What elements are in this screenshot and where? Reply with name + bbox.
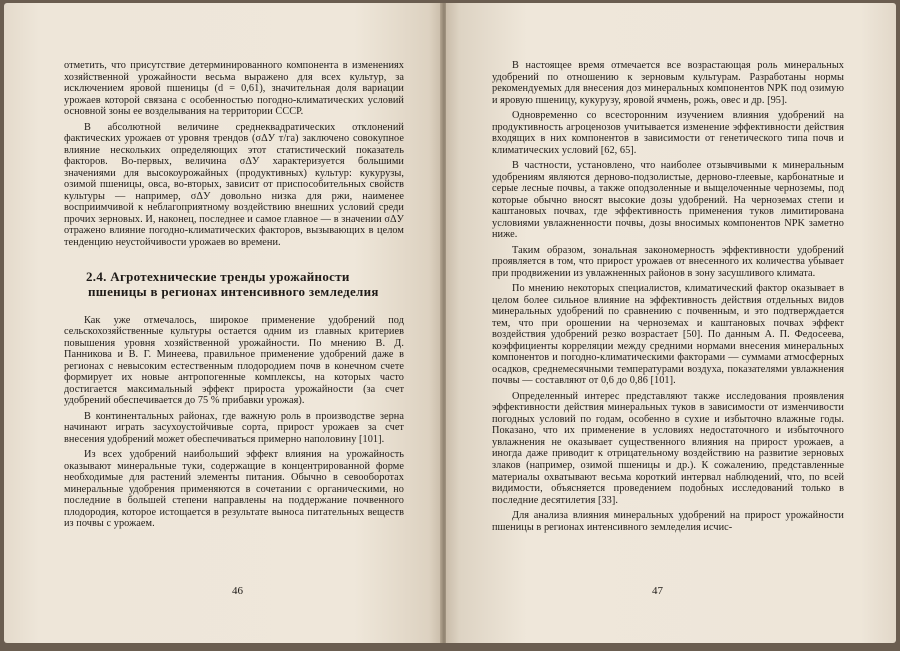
- paragraph: В континентальных районах, где важную роль в производстве зерна начинают играть засухоустойчивые сорта, прирост урожаев за счет внесения удобрений может обеспечиваться примерно наполовину [101].: [64, 410, 404, 445]
- right-page: [446, 3, 896, 643]
- paragraph: В настоящее время отмечается все возрастающая роль минеральных удобрений по отношению к зерновым культурам. Разработаны нормы рекомендуемых для внесения доз минеральных компонентов NPK под озимую и яровую пшеницу, кукурузу, яровой ячмень, рожь, овес и др. [95].: [492, 60, 844, 106]
- paragraph: По мнению некоторых специалистов, климатический фактор оказывает в целом более сильное влияние на эффективность действия отдельных видов минеральных удобрений по сравнению с почвенным, и это подтверждается тем, что при орошении на черноземах и каштановых почвах эффект воздействия удобрений резко возрастает [50]. По данным А. П. Федосеева, коэффициенты корреляции между средними нормами внесения минеральных компонентов и погодно-климатическими факторами — суммами атмосферных осадков, среднемесячными температурами воздуха, показателями увлажнения почвы — составляют от 0,6 до 0,86 [101].: [492, 283, 844, 387]
- paragraph: Одновременно со всесторонним изучением влияния удобрений на продуктивность агроценозов учитывается изменение эффективности действия входящих в них компонентов в зависимости от генетического типа почв и климатических условий [62, 65].: [492, 109, 844, 156]
- left-page: [4, 3, 442, 643]
- paragraph: Как уже отмечалось, широкое применение удобрений под сельскохозяйственные культуры остается одним из главных критериев повышения уровня хозяйственной урожайности. По мнению В. Д. Панникова и В. Г. Минеева, правильное применение удобрений даже в регионах с невысоким естественным плодородием почв в конечном счете формирует их новые антропогенные комплексы, на которых часто достигается максимальный эффект прироста урожайности (за счет удобрений обеспечивается до 75 % прибавки урожая).: [64, 314, 404, 407]
- page-number-right: 47: [652, 585, 663, 597]
- left-page-text: [64, 60, 404, 534]
- paragraph: отметить, что присутствие детерминированного компонента в изменениях хозяйственной урожайности весьма выражено для всех культур, за исключением яровой пшеницы (d = 0,61), значительная доля вариации урожаев которой связана с особенностью погодно-климатических условий основной зоны ее возделывания на территории СССР.: [64, 60, 404, 118]
- paragraph: Таким образом, зональная закономерность эффективности удобрений проявляется в том, что прирост урожаев от внесенного их количества убывает при продвижении из увлажненных районов в зону засушливого климата.: [492, 244, 844, 279]
- section-heading: [64, 269, 404, 299]
- page-number-left: 46: [232, 585, 243, 597]
- paragraph: Определенный интерес представляют также исследования проявления эффективности действия минеральных туков в зависимости от изменчивости погодных условий по годам, особенно в сухие и избыточно влажные годы. Показано, что их применение в условиях недостаточного и избыточного увлажнения не оказывает существенного влияния на прирост урожаев, а иногда даже приводит к отрицательному воздействию на развитие зерновых злаков (например, озимой пшеницы и др.). К сожалению, представленные материалы охватывают весьма короткий интервал наблюдений, что, по всей видимости, объясняется проведением подобных исследований только в последние десятилетия [33].: [492, 390, 844, 506]
- paragraph: В абсолютной величине среднеквадратических отклонений фактических урожаев от уровня трендов (σΔУ т/га) заключено совокупное влияние нескольких определяющих этот статистический показатель факторов. Во-первых, величина σΔУ характеризуется большими значениями для высокоурожайных (продуктивных) культур: кукурузы, озимой пшеницы, овса, во-вторых, зависит от приспособительных свойств культуры — например, σΔУ довольно низка для ржи, наименее восприимчивой к неблагоприятному воздействию внешних условий среди прочих зерновых. И, наконец, последнее и самое главное — в значении σΔУ отражено влияние погодно-климатических факторов, вызывающих в целом тенденцию неустойчивости урожаев во времени.: [64, 121, 404, 248]
- paragraph: Из всех удобрений наибольший эффект влияния на урожайность оказывают минеральные туки, содержащие в концентрированной форме необходимые для растений элементы питания. Обычно в севооборотах минеральные удобрения применяются в сочетании с органическими, но последние в большей степени направлены на поддержание почвенного плодородия, которое истощается в результате выноса питательных веществ из почвы с урожаем.: [64, 449, 404, 530]
- paragraph: Для анализа влияния минеральных удобрений на прирост урожайности пшеницы в регионах интенсивного земледелия исчис-: [492, 510, 844, 533]
- right-page-text: [492, 60, 844, 537]
- paragraph: В частности, установлено, что наиболее отзывчивыми к минеральным удобрениям являются дерново-подзолистые, дерново-глеевые, карбонатные и серые лесные почвы, а также оподзоленные и выщелоченные черноземы, под которые обычно вносят высокие дозы удобрений. На черноземах степи и каштановых почвах, где эффективность применения туков лимитирована условиями увлажненности почвы, дозы вносимых компонентов NPK заметно ниже.: [492, 159, 844, 241]
- section-heading-line-2: пшеницы в регионах интенсивного земледелия: [88, 283, 379, 299]
- section-heading-line-1: 2.4. Агротехнические тренды урожайности: [86, 268, 350, 284]
